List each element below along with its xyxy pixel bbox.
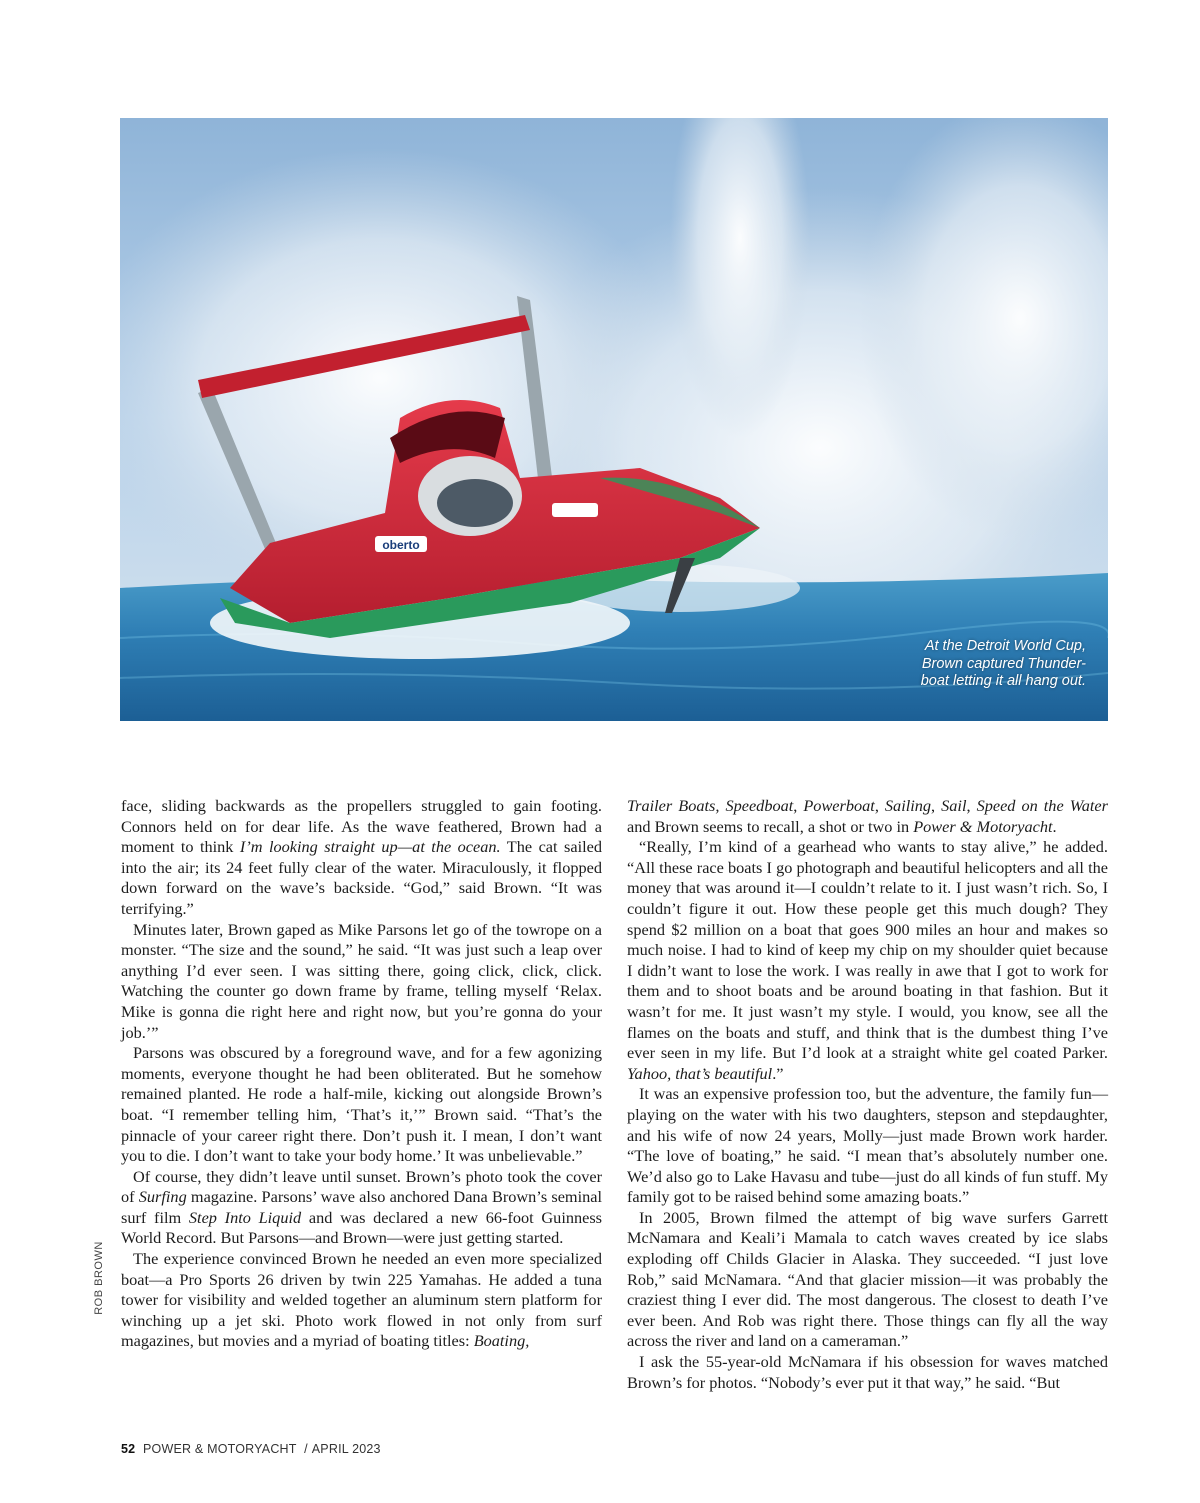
article-paragraph: In 2005, Brown filmed the attempt of big wave surfers Garrett McNamara and Keali’i Mamala to catch waves created by ice slabs exploding off Childs Glacier in Alaska. They succeeded. “I just love Rob,” said McNamara. “And that glacier mission—it was probably the craziest thing I ever did. The most dangerous. The closest to death I’ve ever been. And Rob was right there. Those things can fly all the way across the river and land on a cameraman.”	[627, 1207, 1108, 1351]
hero-photo	[120, 118, 1108, 721]
page-number: 52	[121, 1442, 136, 1456]
page-footer	[121, 1442, 381, 1456]
article-paragraph: Parsons was obscured by a foreground wave, and for a few agonizing moments, everyone thought he had been obliterated. But he somehow remained planted. He rode a half-mile, kicking out alongside Brown’s boat. “I remember telling him, ‘That’s it,’” Brown said. “That’s the pinnacle of your career right there. Don’t push it. I mean, I don’t want you to die. I don’t want to take your body home.’ It was unbelievable.”	[121, 1043, 602, 1166]
article-column-left	[121, 796, 602, 1352]
thunderboat-photo	[120, 118, 1108, 721]
issue-date: APRIL 2023	[311, 1442, 381, 1456]
article-paragraph: Trailer Boats, Speedboat, Powerboat, Sailing, Sail, Speed on the Water and Brown seems to recall, a shot or two in Power & Motoryacht.	[627, 796, 1108, 836]
article-paragraph: I ask the 55-year-old McNamara if his obsession for waves matched Brown’s for photos. “Nobody’s ever put it that way,” he said. “But	[627, 1352, 1108, 1392]
article-paragraph: The experience convinced Brown he needed an even more specialized boat—a Pro Sports 26 driven by twin 225 Yamahas. He added a tuna tower for visibility and welded together an aluminum stern platform for winching up a jet ski. Photo work flowed in not only from surf magazines, but movies and a myriad of boating titles: Boating,	[121, 1249, 602, 1351]
magazine-name: POWER & MOTORYACHT	[143, 1442, 297, 1456]
photo-credit-text: ROB BROWN	[93, 1241, 105, 1315]
article-paragraph: face, sliding backwards as the propellers struggled to gain footing. Connors held on for dear life. As the wave feathered, Brown had a moment to think I’m looking straight up—at the ocean. The cat sailed into the air; its 24 feet fully clear of the water. Miraculously, it flopped down forward on the wave’s backside. “God,” said Brown. “It was terrifying.”	[121, 796, 603, 918]
footer-separator: /	[304, 1442, 308, 1456]
article-paragraph: It was an expensive profession too, but the adventure, the family fun—playing on the water with his two daughters, stepson and stepdaughter, and his wife of now 24 years, Molly—just made Brown work harder. “The love of boating,” he said. “I mean that’s absolutely number one. We’d also go to Lake Havasu and tube—just do all kinds of fun stuff. My family got to be raised behind some amazing boats.”	[627, 1084, 1108, 1207]
photo-caption: At the Detroit World Cup, Brown captured Thunder- boat letting it all hang out.	[920, 638, 1086, 689]
article-paragraph: “Really, I’m kind of a gearhead who wants to stay alive,” he added. “All these race boats I go photograph and beautiful helicopters and all the money that was around it—I couldn’t relate to it. I just wasn’t rich. So, I couldn’t figure it out. How these people get this much dough? They spend $2 million on a boat that goes 900 miles an hour and makes so much noise. I had to kind of keep my chip on my shoulder quiet because I didn’t want to lose the work. I was really in awe that I got to work for them and to shoot boats and be around boating in that fashion. But it wasn’t for me. It just wasn’t my style. I would, you know, see all the flames on the boats and stuff, and think that is the dumbest thing I’ve ever seen in my life. But I’d look at a straight white gel coated Parker. Yahoo, that’s beautiful.”	[627, 837, 1108, 1083]
article-paragraph: Minutes later, Brown gaped as Mike Parsons let go of the towrope on a monster. “The size and the sound,” he said. “It was just such a leap over anything I’d ever seen. I was sitting there, going click, click, click. Watching the counter go down frame by frame, telling myself ‘Relax. Mike is gonna die right here and right now, but you’re gonna do your job.’”	[121, 919, 602, 1042]
boat-sponsor-logo: oberto	[382, 538, 420, 552]
photo-credit	[92, 1218, 106, 1338]
article-column-right	[627, 796, 1108, 1393]
article-paragraph: Of course, they didn’t leave until sunset. Brown’s photo took the cover of Surfing magazine. Parsons’ wave also anchored Dana Brown’s seminal surf film Step Into Liquid and was declared a new 66-foot Guinness World Record. But Parsons—and Brown—were just getting started.	[121, 1166, 603, 1248]
